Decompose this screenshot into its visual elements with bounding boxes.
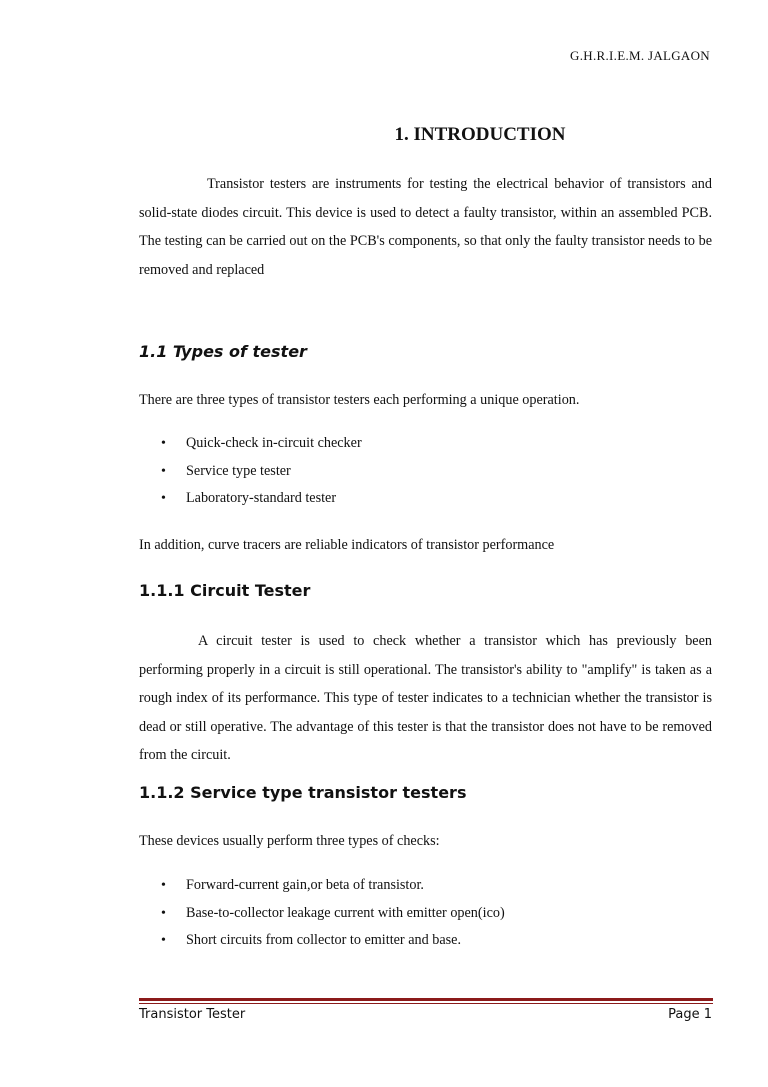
types-lead-text: There are three types of transistor testers each performing a unique operation. [139,392,580,408]
list-item: • Forward-current gain,or beta of transistor. [139,872,505,900]
list-item: • Base-to-collector leakage current with emitter open(ico) [139,900,505,928]
types-closing-text: In addition, curve tracers are reliable indicators of transistor performance [139,537,555,553]
list-item: • Quick-check in-circuit checker [139,430,362,458]
types-bullet-list [139,430,362,513]
section-heading-types-of-tester: 1.1 Types of tester [139,342,307,361]
footer-document-title: Transistor Tester [139,1007,246,1022]
intro-paragraph: Transistor testers are instruments for testing the electrical behavior of transistors and solid-state diodes circuit. This device is used to detect a faulty transistor, within an assembled PCB. The testing can be carried out on the PCB's components, so that only the faulty transistor needs to be removed and replaced [139,176,712,278]
section-heading-service-testers: 1.1.2 Service type transistor testers [139,783,467,802]
chapter-title: 1. INTRODUCTION [394,124,566,145]
section-heading-circuit-tester: 1.1.1 Circuit Tester [139,581,311,600]
circuit-tester-paragraph: A circuit tester is used to check whether a transistor which has previously been performing properly in a circuit is still operational. The transistor's ability to "amplify" is taken as a rough index of its performance. This type of tester indicates to a technician whether the transistor is dead or still operative. The advantage of this tester is that the transistor does not have to be removed from the circuit. [139,633,712,763]
page-number: Page 1 [668,1007,712,1022]
list-item: • Short circuits from collector to emitter and base. [139,927,505,955]
list-item: • Service type tester [139,458,362,486]
footer-divider-thick [139,998,713,1001]
service-lead-text: These devices usually perform three types of checks: [139,833,440,849]
running-header: G.H.R.I.E.M. JALGAON [570,48,710,63]
service-bullet-list [139,872,505,955]
list-item: • Laboratory-standard tester [139,485,362,513]
footer-divider-thin [139,1003,713,1004]
